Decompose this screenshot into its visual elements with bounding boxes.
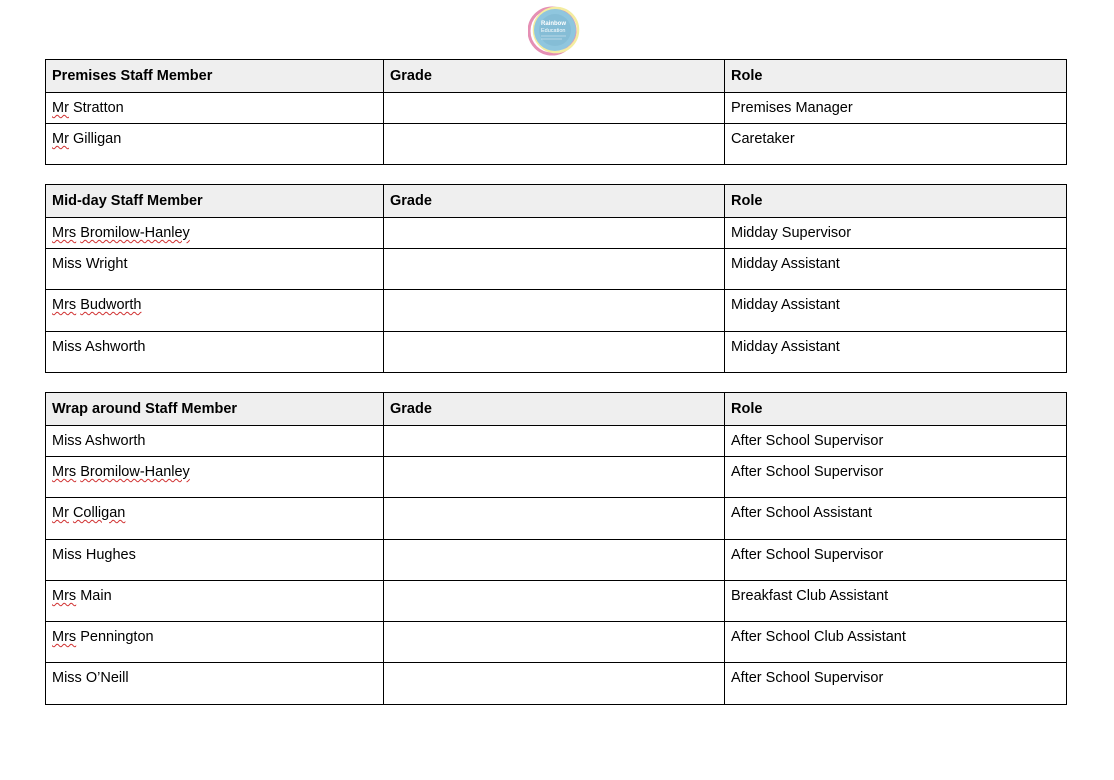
staff-surname: Ashworth [85, 433, 146, 449]
midday-staff-table [45, 184, 1067, 373]
column-header-grade: Grade [384, 393, 725, 426]
staff-surname: Main [80, 588, 112, 604]
grade-cell [384, 290, 725, 332]
grade-cell [384, 663, 725, 705]
staff-name-cell [46, 290, 384, 332]
grade-cell [384, 426, 725, 457]
table-row [46, 218, 1067, 249]
column-header-role: Role [725, 185, 1067, 218]
svg-text:Rainbow: Rainbow [541, 21, 566, 27]
grade-cell [384, 332, 725, 373]
role-cell: Midday Assistant [725, 249, 1067, 290]
school-logo [528, 4, 580, 56]
role-cell: After School Club Assistant [725, 622, 1067, 663]
table-row [46, 540, 1067, 581]
staff-name-cell [46, 426, 384, 457]
staff-title: Mr [52, 505, 69, 521]
role-cell: After School Supervisor [725, 663, 1067, 705]
staff-title: Mrs [52, 464, 77, 480]
grade-cell [384, 622, 725, 663]
grade-cell [384, 581, 725, 622]
role-cell: Breakfast Club Assistant [725, 581, 1067, 622]
staff-surname: Bromilow-Hanley [80, 464, 190, 480]
staff-surname: Colligan [72, 505, 126, 521]
table-header-row [46, 60, 1067, 93]
staff-title: Mrs [52, 588, 77, 604]
staff-surname: Wright [85, 256, 128, 272]
staff-title: Miss [52, 670, 82, 686]
table-row [46, 622, 1067, 663]
staff-title: Mrs [52, 629, 77, 645]
staff-title: Mrs [52, 297, 77, 313]
table-row [46, 249, 1067, 290]
grade-cell [384, 124, 725, 165]
staff-surname: Hughes [85, 547, 136, 563]
grade-cell [384, 93, 725, 124]
table-row [46, 457, 1067, 498]
staff-name-cell [46, 663, 384, 705]
staff-name-cell [46, 332, 384, 373]
role-cell: Caretaker [725, 124, 1067, 165]
staff-name-cell [46, 498, 384, 540]
column-header-role: Role [725, 393, 1067, 426]
table-header-row [46, 185, 1067, 218]
staff-surname: Stratton [72, 100, 124, 116]
grade-cell [384, 498, 725, 540]
staff-surname: Ashworth [85, 339, 146, 355]
table-row [46, 332, 1067, 373]
staff-name-cell [46, 249, 384, 290]
grade-cell [384, 218, 725, 249]
staff-surname: Gilligan [72, 131, 122, 147]
staff-surname: Pennington [80, 629, 154, 645]
table-row [46, 498, 1067, 540]
table-header-row [46, 393, 1067, 426]
logo-graphic [528, 4, 580, 56]
staff-name-cell [46, 622, 384, 663]
role-cell: After School Supervisor [725, 426, 1067, 457]
role-cell: Midday Supervisor [725, 218, 1067, 249]
staff-title: Miss [52, 256, 82, 272]
premises-staff-table [45, 59, 1067, 165]
staff-title: Miss [52, 339, 82, 355]
role-cell: After School Supervisor [725, 540, 1067, 581]
table-row [46, 426, 1067, 457]
role-cell: Premises Manager [725, 93, 1067, 124]
table-row [46, 290, 1067, 332]
table-row [46, 93, 1067, 124]
column-header-name: Wrap around Staff Member [46, 393, 384, 426]
role-cell: After School Assistant [725, 498, 1067, 540]
svg-text:Education: Education [541, 28, 566, 34]
column-header-grade: Grade [384, 60, 725, 93]
wrap-around-staff-table [45, 392, 1067, 705]
column-header-name: Mid-day Staff Member [46, 185, 384, 218]
staff-title: Mrs [52, 225, 77, 241]
grade-cell [384, 249, 725, 290]
column-header-name: Premises Staff Member [46, 60, 384, 93]
role-cell: After School Supervisor [725, 457, 1067, 498]
staff-name-cell [46, 124, 384, 165]
staff-title: Miss [52, 547, 82, 563]
table-row [46, 124, 1067, 165]
staff-surname: Bromilow-Hanley [80, 225, 190, 241]
staff-name-cell [46, 93, 384, 124]
column-header-grade: Grade [384, 185, 725, 218]
staff-name-cell [46, 218, 384, 249]
table-row [46, 581, 1067, 622]
staff-surname: Budworth [80, 297, 142, 313]
staff-name-cell [46, 457, 384, 498]
staff-title: Mr [52, 131, 69, 147]
role-cell: Midday Assistant [725, 290, 1067, 332]
role-cell: Midday Assistant [725, 332, 1067, 373]
grade-cell [384, 540, 725, 581]
staff-surname: O’Neill [85, 670, 129, 686]
column-header-role: Role [725, 60, 1067, 93]
staff-name-cell [46, 540, 384, 581]
table-row [46, 663, 1067, 705]
staff-name-cell [46, 581, 384, 622]
staff-title: Miss [52, 433, 82, 449]
grade-cell [384, 457, 725, 498]
staff-title: Mr [52, 100, 69, 116]
